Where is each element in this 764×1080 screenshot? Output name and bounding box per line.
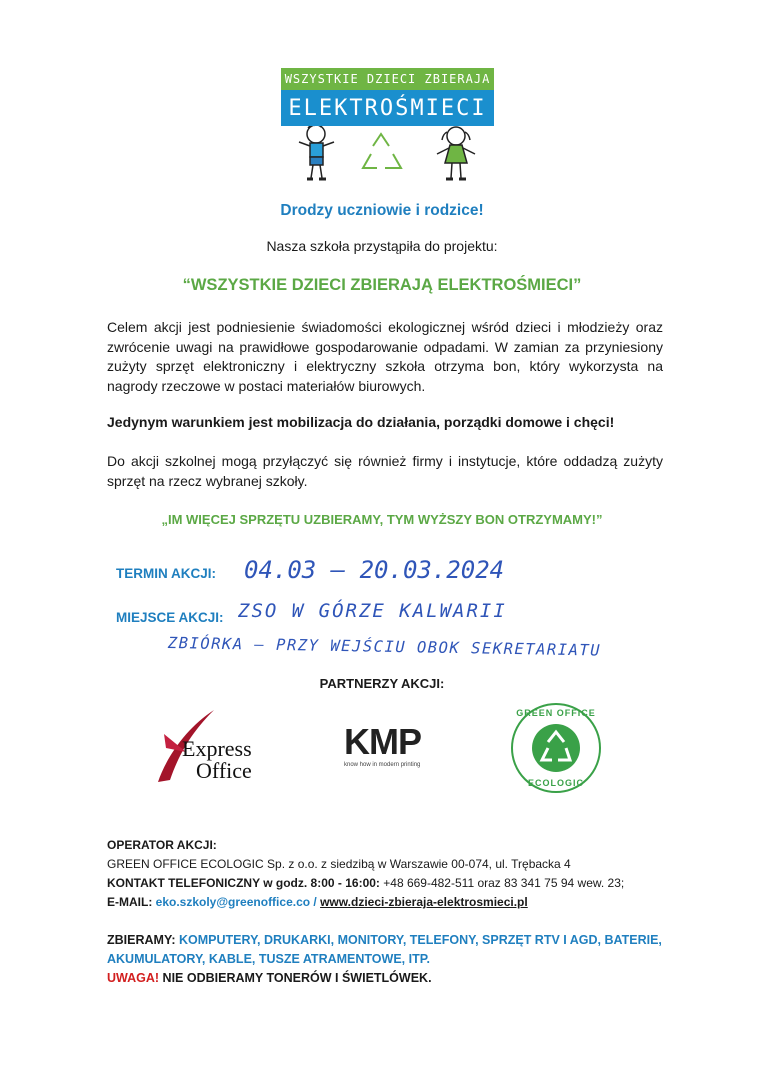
intro-text: Nasza szkoła przystąpiła do projektu: [266, 238, 498, 254]
email-link[interactable]: eko.szkoly@greenoffice.co [155, 895, 311, 909]
greeting-heading: Drodzy uczniowie i rodzice! [280, 202, 484, 219]
operator-email-row [107, 895, 528, 909]
green-office-top-text: GREEN OFFICE [516, 708, 596, 718]
recycle-symbol-icon [363, 134, 401, 168]
project-title: “WSZYSTKIE DZIECI ZBIERAJĄ ELEKTROŚMIECI” [182, 276, 582, 294]
operator-contact [107, 876, 624, 890]
description-paragraph: Celem akcji jest podniesienie świadomości ekologicznej wśród dzieci i młodzieży oraz zwrócenie uwagi na prawidłowe gospodarowanie odpadami. W zamian za przyniesiony zużyty sprzęt elektroniczny i elektryczny szkoła otrzyma bon, który wykorzysta na nagrody rzeczowe w postaci materiałów biurowych. [107, 319, 663, 394]
kmp-tagline: know how in modern printing [344, 762, 421, 768]
logo-banner-top: WSZYSTKIE DZIECI ZBIERAJA [281, 68, 494, 90]
email-label: E-MAIL: [107, 895, 156, 909]
office-text: Office [196, 758, 252, 783]
collect-label: ZBIERAMY: [107, 933, 179, 947]
operator-heading: OPERATOR AKCJI: [107, 838, 217, 852]
kmp-logo [344, 721, 454, 774]
place-line2-handwritten: ZBIÓRKA – PRZY WEJŚCIU OBOK SEKRETARIATU [167, 634, 602, 660]
place-line1-handwritten: ZSO W GÓRZE KALWARII [238, 600, 507, 622]
collect-items-2: AKUMULATORY, KABLE, TUSZE ATRAMENTOWE, ITP. [107, 952, 430, 966]
logo-banner-main: ELEKTROŚMIECI [281, 90, 494, 126]
express-text: Express [182, 736, 252, 761]
email-separator: / [310, 895, 321, 909]
condition-text: Jedynym warunkiem jest mobilizacja do działania, porządki domowe i chęci! [107, 414, 615, 430]
kmp-text: KMP [344, 721, 421, 762]
warning-text: NIE ODBIERAMY TONERÓW I ŚWIETLÓWEK. [159, 971, 432, 985]
term-value-handwritten: 04.03 – 20.03.2024 [244, 556, 505, 584]
term-label: TERMIN AKCJI: [116, 566, 216, 581]
contact-value: +48 669-482-511 oraz 83 341 75 94 wew. 23; [379, 876, 625, 890]
green-office-ecologic-logo [510, 702, 602, 794]
green-office-bottom-text: ECOLOGIC [527, 778, 584, 788]
collect-items-1: KOMPUTERY, DRUKARKI, MONITORY, TELEFONY, SPRZĘT RTV I AGD, BATERIE, [179, 933, 662, 947]
warning-line [107, 971, 432, 985]
express-office-logo [156, 708, 306, 788]
logo-illustration [281, 126, 494, 188]
girl-figure-icon [437, 127, 475, 179]
companies-paragraph: Do akcji szkolnej mogą przyłączyć się również firmy i instytucje, które oddadzą zużyty sprzęt na rzecz wybranej szkoły. [107, 453, 663, 489]
slogan-text: „IM WIĘCEJ SPRZĘTU UZBIERAMY, TYM WYŻSZY BON OTRZYMAMY!” [161, 512, 603, 527]
boy-figure-icon [299, 126, 334, 179]
contact-label: KONTAKT TELEFONICZNY w godz. 8:00 - 16:00: [107, 876, 380, 890]
operator-company: GREEN OFFICE ECOLOGIC Sp. z o.o. z siedzibą w Warszawie 00-074, ul. Trębacka 4 [107, 857, 571, 871]
warning-label: UWAGA! [107, 971, 160, 985]
collect-line2 [107, 952, 430, 966]
place-label: MIEJSCE AKCJI: [116, 610, 224, 625]
website-link[interactable]: www.dzieci-zbieraja-elektrosmieci.pl [320, 895, 528, 909]
collect-line1 [107, 933, 662, 947]
partners-heading: PARTNERZY AKCJI: [319, 676, 445, 691]
